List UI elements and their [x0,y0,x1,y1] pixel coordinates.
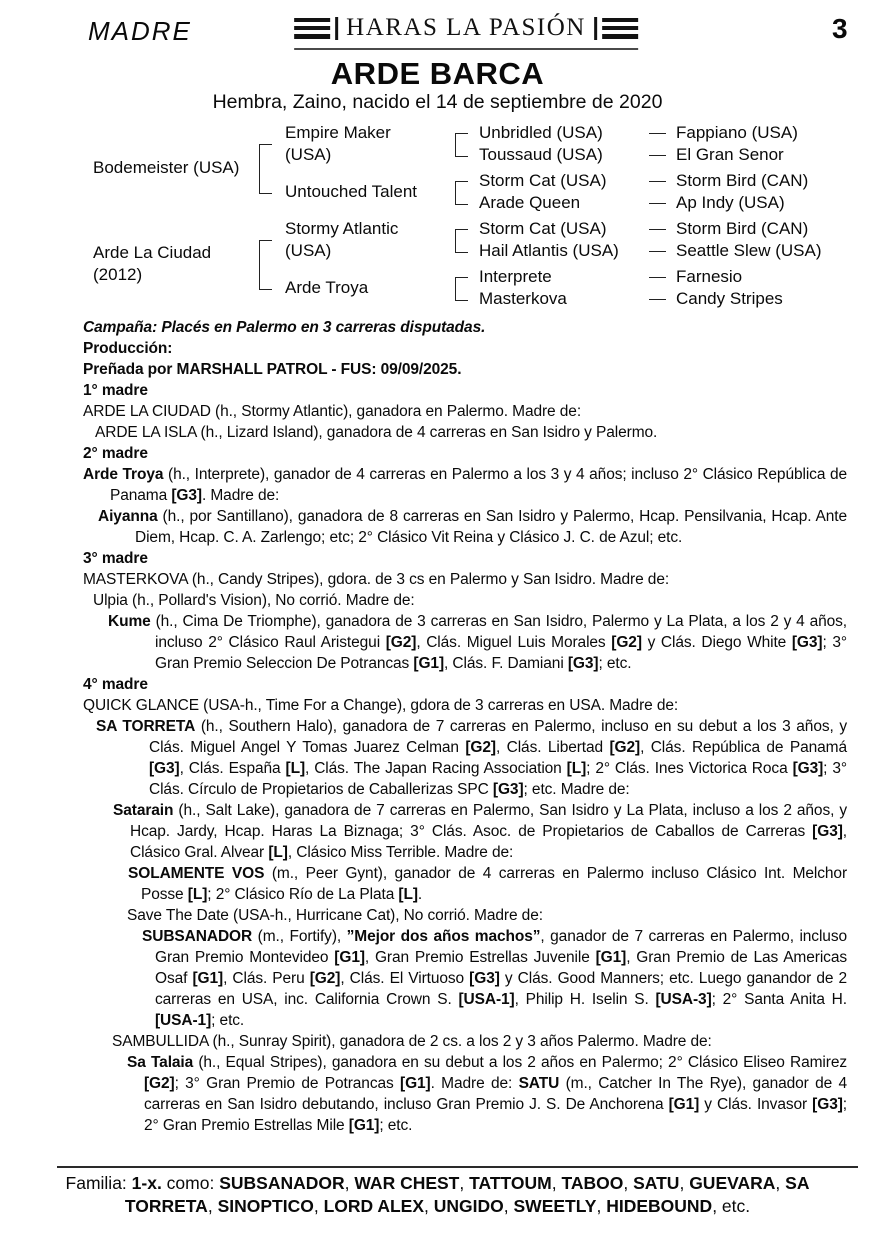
pedigree-gen4-name: Fappiano (USA) [676,123,798,142]
horse-description: Hembra, Zaino, nacido el 14 de septiembre de 2020 [212,91,663,113]
bold-run: GUEVARA [689,1173,776,1193]
pedigree-dash [649,251,666,252]
text-run: , Clás. España [179,760,286,777]
text-run: , Clás. The Japan Racing Association [305,760,567,777]
text-run: , [679,1173,690,1193]
pedigree-note-paragraph [83,695,847,716]
pedigree-gen2-name: Empire Maker (USA) [285,123,391,164]
text-run: , [207,1196,218,1216]
bold-run: [G2] [611,634,642,651]
haras-la-pasion-logo [294,14,638,50]
pedigree-gen3-name: Unbridled (USA) [479,123,603,142]
bold-run: [G3] [469,970,500,987]
bold-run: Kume [108,613,151,630]
text-run: (h., por Santillano), ganadora de 8 carreras en San Isidro y Palermo, Hcap. Pensilvania, Hcap. Ante Diem, Hcap. C. A. Zarlengo; etc; 2° Clásico Vit Reina y Clásico J. C. de Azul; etc. [135,508,847,546]
bold-run: Satarain [113,802,174,819]
mare-generation-heading [83,443,847,464]
bold-run: [G2] [609,739,641,756]
bold-run: [USA-3] [655,991,712,1008]
bold-run: SINOPTICO [217,1196,314,1216]
pedigree-gen3-name: Storm Cat (USA) [479,171,607,190]
bold-run: SATU [518,1075,560,1092]
logo-text: HARAS LA PASIÓN [346,14,586,41]
pedigree-note-paragraph [83,359,847,380]
text-run: ; etc. [598,655,632,672]
text-run: ; etc. [379,1117,413,1134]
horse-name-title: ARDE BARCA [330,56,545,91]
pedigree-dash [649,229,666,230]
text-run: , [503,1196,514,1216]
bold-run: LORD ALEX [323,1196,425,1216]
logo-stripes-left-icon [294,18,330,39]
text-run: , ganador de 7 carreras en Palermo, incluso Gran Premio Montevideo [155,928,847,966]
text-run: , Philip H. Iselin S. [514,991,656,1008]
bold-run: SUBSANADOR [142,928,253,945]
text-run: Producción: [83,340,173,357]
family-footer [0,1166,875,1218]
bold-run: SWEETLY [513,1196,597,1216]
text-run: , [344,1173,355,1193]
pedigree-note-paragraph [83,506,847,548]
bold-run: ”Mejor dos años machos” [346,928,541,945]
mare-generation-heading [83,674,847,695]
pedigree-note-paragraph [83,800,847,863]
text-run: , Gran Premio Estrellas Juvenile [364,949,596,966]
pedigree-note-paragraph [83,716,847,800]
text-run: . [417,886,423,903]
bold-run: [L] [268,844,288,861]
pedigree-note-paragraph [83,863,847,905]
text-run: (h., Southern Halo), ganadora de 7 carreras en Palermo, incluso en su debut a los 3 años, y Clás. Miguel Angel Y Tomas Juarez Celman [149,718,848,756]
pedigree-gen3-name: Masterkova [479,289,567,308]
mare-generation-heading [83,548,847,569]
pedigree-note-paragraph [83,569,847,590]
pedigree-bracket [259,144,272,194]
logo-bar-right-icon [594,17,597,40]
pedigree-note-paragraph [83,926,847,1031]
text-run: , Clás. Libertad [495,739,610,756]
mare-generation-heading [83,380,847,401]
bold-run: [G2] [385,634,417,651]
pedigree-gen3-name: Storm Cat (USA) [479,219,607,238]
pedigree-gen3-name: Toussaud (USA) [479,145,603,164]
text-run: , [623,1173,634,1193]
text-run: 4° madre [83,676,148,693]
pedigree-gen3-name: Arade Queen [479,193,581,212]
pedigree-gen2-name: Untouched Talent [285,182,418,201]
text-run: , Clás. El Virtuoso [340,970,470,987]
pedigree-note-paragraph [83,464,847,506]
text-run: (h., Equal Stripes), ganadora en su debut a los 2 años en Palermo; 2° Clásico Eliseo Ramirez [193,1054,847,1071]
text-run: Save The Date (USA-h., Hurricane Cat), No corrió. Madre de: [127,907,543,924]
pedigree-gen3-name: Hail Atlantis (USA) [479,241,619,260]
text-run: 2° madre [83,445,148,462]
pedigree-note-paragraph [83,401,847,422]
bold-run: 1-x. [131,1173,162,1193]
pedigree-gen4-name: Seattle Slew (USA) [676,241,822,260]
bold-run: Arde Troya [83,466,164,483]
logo-stripes-right-icon [602,18,638,39]
page-section-label: MADRE [88,16,192,46]
bold-run: SOLAMENTE VOS [128,865,265,882]
bold-run: [G1] [192,970,224,987]
text-run: , [424,1196,434,1216]
text-run: , Clásico Miss Terrible. Madre de: [287,844,514,861]
pedigree-gen4-name: Storm Bird (CAN) [676,219,809,238]
pedigree-dash [649,133,666,134]
pedigree-dash [649,299,666,300]
text-run: , [459,1173,470,1193]
pedigree-note-paragraph [83,1052,847,1136]
pedigree-bracket [455,277,468,301]
bold-run: SUBSANADOR [219,1173,345,1193]
pedigree-note-paragraph [83,338,847,359]
bold-run: HIDEBOUND [606,1196,713,1216]
text-run: ; 3° Gran Premio Seleccion De Potrancas [155,634,847,672]
bold-run: SA TORRETA [124,1173,810,1216]
bold-run: [G2] [465,739,496,756]
text-run: , Clás. F. Damiani [444,655,568,672]
pedigree-gen3-name: Interprete [479,267,552,286]
text-run: (m., Fortify), [252,928,347,945]
pedigree-dash [649,181,666,182]
pedigree-bracket [259,240,272,290]
text-run: ; 3° Gran Premio de Potrancas [174,1075,401,1092]
bold-run: [USA-1] [458,991,515,1008]
text-run: Preñada por MARSHALL PATROL - FUS: 09/09/2025. [83,361,462,378]
bold-run: [G3] [812,1096,843,1113]
pedigree-note-paragraph [83,422,847,443]
text-run: y Clás. Diego White [641,634,792,651]
pedigree-bracket [455,181,468,205]
pedigree-bracket [455,229,468,253]
text-run: QUICK GLANCE (USA-h., Time For a Change), gdora de 3 carreras en USA. Madre de: [83,697,679,714]
text-run: ARDE LA ISLA (h., Lizard Island), ganadora de 4 carreras en San Isidro y Palermo. [95,424,658,441]
text-run: Ulpia (h., Pollard's Vision), No corrió. Madre de: [93,592,415,609]
pedigree-bracket [455,133,468,157]
bold-run: TABOO [561,1173,624,1193]
bold-run: SATU [633,1173,680,1193]
bold-run: [G1] [595,949,627,966]
pedigree-note-paragraph [83,1031,847,1052]
bold-run: [G3] [492,781,524,798]
text-run: Campaña: Placés en Palermo en 3 carreras disputadas. [83,319,486,336]
bold-run: [G2] [144,1075,175,1092]
pedigree-sire-dam: Bodemeister (USA) [93,158,240,177]
bold-run: [G3] [792,760,824,777]
pedigree-dash [649,155,666,156]
pedigree-table [0,121,875,319]
bold-run: [L] [187,886,208,903]
text-run: como: [161,1173,220,1193]
text-run: (h., Interprete), ganador de 4 carreras en Palermo a los 3 y 4 años; incluso 2° Clásico República de Panama [110,466,847,504]
bold-run: Aiyanna [98,508,158,525]
text-run: . Madre de: [201,487,280,504]
bold-run: [L] [566,760,587,777]
bold-run: [G3] [812,823,843,840]
text-run: ARDE LA CIUDAD (h., Stormy Atlantic), ganadora en Palermo. Madre de: [83,403,582,420]
text-run: ; 3° Clás. Círculo de Propietarios de Caballerizas SPC [149,760,847,798]
text-run: , Gran Premio de Las Americas Osaf [155,949,847,987]
text-run: , Clásico Gral. Alvear [130,823,847,861]
text-run: ; 2° Santa Anita H. [711,991,847,1008]
text-run: Familia: [65,1173,132,1193]
bold-run: UNGIDO [433,1196,504,1216]
bold-run: [G3] [791,634,823,651]
pedigree-sire-dam: Arde La Ciudad (2012) [93,243,212,284]
bold-run: [G1] [413,655,445,672]
text-run: , [551,1173,562,1193]
bold-run: Sa Talaia [127,1054,194,1071]
pedigree-note-paragraph [83,590,847,611]
bold-run: [G2] [309,970,341,987]
text-run: (h., Cima De Triomphe), ganadora de 3 carreras en San Isidro, Palermo y La Plata, a los 2 y 4 años, incluso 2° Clásico Raul Aristegui [150,613,847,651]
text-run: (h., Salt Lake), ganadora de 7 carreras en Palermo, San Isidro y La Plata, incluso a los 2 años, y Hcap. Jardy, Hcap. Haras La Biznaga; 3° Clás. Asoc. de Propietarios de Caballos de Carreras [130,802,847,840]
text-run: SAMBULLIDA (h., Sunray Spirit), ganadora de 2 cs. a los 2 y 3 años Palermo. Madre de: [112,1033,712,1050]
bold-run: [G3] [567,655,599,672]
bold-run: [G3] [171,487,202,504]
bold-run: [G3] [149,760,180,777]
text-run: ; etc. [211,1012,245,1029]
footer-divider [57,1166,858,1168]
bold-run: WAR CHEST [354,1173,460,1193]
bold-run: [L] [285,760,306,777]
bold-run: [L] [398,886,418,903]
pedigree-note-paragraph [83,611,847,674]
text-run: y Clás. Good Manners; etc. Luego ganandor de 2 carreras en USA, inc. California Crown S. [155,970,847,1008]
text-run: , Clás. República de Panamá [640,739,847,756]
text-run: , [775,1173,786,1193]
bold-run: [G1] [668,1096,700,1113]
pedigree-note-paragraph [83,905,847,926]
pedigree-gen2-name: Arde Troya [285,278,369,297]
text-run: , Clás. Peru [223,970,310,987]
text-run: (m., Catcher In The Rye), ganador de 4 carreras en San Isidro debutando, incluso Gran Premio J. S. De Anchorena [144,1075,847,1113]
text-run: ; 2° Gran Premio Estrellas Mile [144,1096,847,1134]
pedigree-dash [649,277,666,278]
pedigree-gen4-name: Ap Indy (USA) [676,193,785,212]
logo-bar-left-icon [335,17,338,40]
text-run: . Madre de: [430,1075,519,1092]
pedigree-gen4-name: El Gran Senor [676,145,784,164]
bold-run: [G1] [348,1117,380,1134]
pedigree-gen2-name: Stormy Atlantic (USA) [285,219,399,260]
pedigree-dash [649,203,666,204]
pedigree-note-paragraph [83,317,847,338]
text-run: , Clás. Miguel Luis Morales [416,634,612,651]
text-run: , etc. [712,1196,751,1216]
pedigree-gen4-name: Storm Bird (CAN) [676,171,809,190]
text-run: 1° madre [83,382,148,399]
text-run: , [596,1196,607,1216]
bold-run: [G1] [400,1075,431,1092]
text-run: ; 2° Clás. Ines Victorica Roca [586,760,793,777]
text-run: y Clás. Invasor [699,1096,813,1113]
bold-run: SA TORRETA [96,718,196,735]
page-number: 3 [832,13,848,44]
pedigree-gen4-name: Candy Stripes [676,289,783,308]
pedigree-gen4-name: Farnesio [676,267,743,286]
text-run: , [313,1196,324,1216]
text-run: ; 2° Clásico Río de La Plata [207,886,399,903]
family-line [38,1172,837,1218]
text-run: MASTERKOVA (h., Candy Stripes), gdora. de 3 cs en Palermo y San Isidro. Madre de: [83,571,670,588]
production-section [83,317,847,1136]
bold-run: [USA-1] [155,1012,212,1029]
text-run: 3° madre [83,550,148,567]
bold-run: TATTOUM [469,1173,552,1193]
text-run: ; etc. Madre de: [523,781,630,798]
text-run: (m., Peer Gynt), ganador de 4 carreras en Palermo incluso Clásico Int. Melchor Posse [141,865,848,903]
bold-run: [G1] [334,949,365,966]
